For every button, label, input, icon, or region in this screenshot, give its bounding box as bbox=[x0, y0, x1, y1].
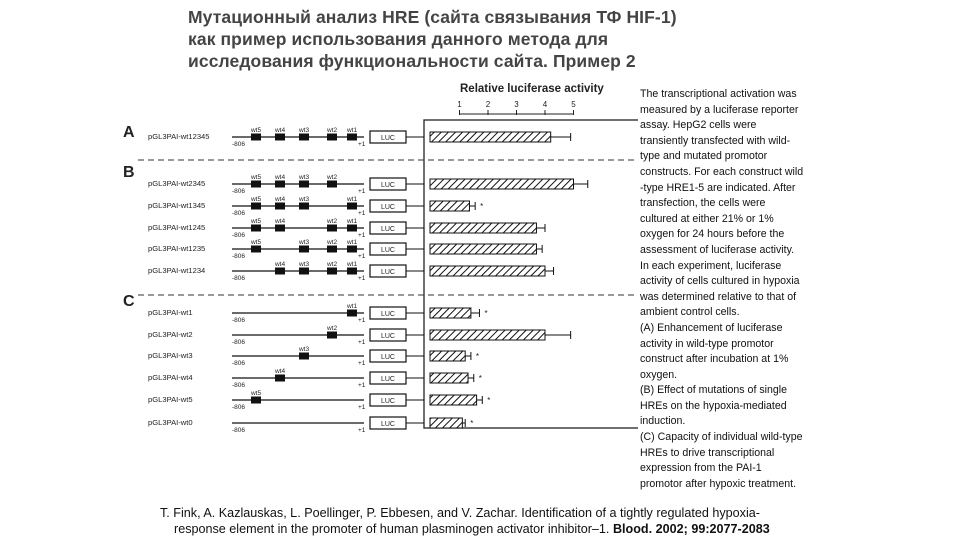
caption-line: transfection, the cells were bbox=[640, 197, 766, 210]
construct-name: pGL3PAI-wt1245 bbox=[148, 223, 206, 232]
hre-site-label: wt3 bbox=[298, 346, 310, 353]
citation-line-2-text: response element in the promoter of human plasminogen activator inhibitor–1. bbox=[174, 522, 613, 536]
caption-line: measured by a luciferase reporter bbox=[640, 103, 799, 116]
hre-site-box bbox=[251, 181, 261, 188]
hre-site-label: wt4 bbox=[274, 196, 286, 203]
construct-name: pGL3PAI-wt0 bbox=[148, 418, 193, 427]
hre-site-label: wt5 bbox=[250, 390, 262, 397]
title-line-2: как пример использования данного метода для bbox=[188, 29, 609, 49]
hre-site-label: wt2 bbox=[326, 261, 338, 268]
panel-letter: C bbox=[123, 293, 135, 310]
hre-site-box bbox=[251, 397, 261, 404]
construct-start-coordinate: -806 bbox=[232, 427, 246, 434]
construct-rows bbox=[123, 120, 638, 434]
caption-line: induction. bbox=[640, 415, 686, 428]
hre-site-box bbox=[327, 134, 337, 141]
luc-label: LUC bbox=[380, 204, 396, 211]
data-bar bbox=[430, 179, 574, 189]
construct-start-coordinate: -806 bbox=[232, 317, 246, 324]
axis-tick-label: 5 bbox=[571, 100, 576, 109]
hre-site-box bbox=[327, 332, 337, 339]
construct-end-coordinate: +1 bbox=[358, 232, 366, 239]
construct-end-coordinate: +1 bbox=[358, 253, 366, 260]
hre-site-label: wt3 bbox=[298, 174, 310, 181]
hre-site-label: wt2 bbox=[326, 218, 338, 225]
hre-site-label: wt4 bbox=[274, 174, 286, 181]
caption-line: (C) Capacity of individual wild-type bbox=[640, 431, 803, 444]
construct-name: pGL3PAI-wt4 bbox=[148, 373, 193, 382]
data-bar bbox=[430, 330, 545, 340]
construct-start-coordinate: -806 bbox=[232, 275, 246, 282]
hre-site-box bbox=[275, 375, 285, 382]
caption-line: -type HRE1-5 are indicated. After bbox=[640, 181, 796, 194]
construct-start-coordinate: -806 bbox=[232, 382, 246, 389]
hre-site-label: wt5 bbox=[250, 239, 262, 246]
hre-site-box bbox=[347, 310, 357, 317]
significance-marker: * bbox=[480, 202, 484, 211]
construct-end-coordinate: +1 bbox=[358, 317, 366, 324]
hre-site-label: wt3 bbox=[298, 261, 310, 268]
caption-line: transiently transfected with wild- bbox=[640, 134, 791, 147]
hre-site-label: wt1 bbox=[346, 239, 358, 246]
luc-label: LUC bbox=[380, 333, 396, 340]
data-bar bbox=[430, 244, 536, 254]
construct-name: pGL3PAI-wt2345 bbox=[148, 179, 206, 188]
hre-site-label: wt2 bbox=[326, 127, 338, 134]
luc-label: LUC bbox=[380, 311, 396, 318]
construct-name: pGL3PAI-wt2 bbox=[148, 330, 193, 339]
hre-site-label: wt4 bbox=[274, 218, 286, 225]
luc-label: LUC bbox=[380, 398, 396, 405]
construct-start-coordinate: -806 bbox=[232, 232, 246, 239]
hre-site-label: wt2 bbox=[326, 325, 338, 332]
construct-end-coordinate: +1 bbox=[358, 188, 366, 195]
construct-end-coordinate: +1 bbox=[358, 275, 366, 282]
construct-end-coordinate: +1 bbox=[358, 382, 366, 389]
caption-line: constructs. For each construct wild bbox=[640, 165, 804, 178]
data-bar bbox=[430, 373, 468, 383]
hre-site-box bbox=[347, 203, 357, 210]
caption-line: (A) Enhancement of luciferase bbox=[640, 321, 783, 334]
luc-label: LUC bbox=[380, 226, 396, 233]
hre-site-box bbox=[347, 268, 357, 275]
construct-end-coordinate: +1 bbox=[358, 210, 366, 217]
panel-letter: B bbox=[123, 164, 135, 181]
construct-name: pGL3PAI-wt12345 bbox=[148, 132, 210, 141]
luc-label: LUC bbox=[380, 421, 396, 428]
significance-marker: * bbox=[470, 419, 474, 428]
construct-start-coordinate: -806 bbox=[232, 404, 246, 411]
hre-site-box bbox=[327, 225, 337, 232]
hre-site-label: wt5 bbox=[250, 174, 262, 181]
construct-start-coordinate: -806 bbox=[232, 210, 246, 217]
caption-line: ambient control cells. bbox=[640, 306, 740, 319]
construct-end-coordinate: +1 bbox=[358, 339, 366, 346]
caption-line: HREs on the hypoxia-mediated bbox=[640, 399, 787, 412]
hre-site-box bbox=[251, 225, 261, 232]
data-bar bbox=[430, 223, 536, 233]
hre-site-box bbox=[299, 246, 309, 253]
construct-name: pGL3PAI-wt5 bbox=[148, 395, 193, 404]
construct-name: pGL3PAI-wt1 bbox=[148, 308, 193, 317]
caption-line: construct after incubation at 1% bbox=[640, 353, 789, 366]
hre-site-box bbox=[275, 268, 285, 275]
axis-tick-label: 4 bbox=[542, 100, 548, 109]
caption-line: HREs to drive transcriptional bbox=[640, 446, 775, 459]
caption-line: cultured at either 21% or 1% bbox=[640, 212, 774, 225]
hre-site-box bbox=[299, 353, 309, 360]
caption-line: In each experiment, luciferase bbox=[640, 259, 782, 272]
luc-label: LUC bbox=[380, 135, 396, 142]
hre-site-box bbox=[251, 134, 261, 141]
construct-start-coordinate: -806 bbox=[232, 360, 246, 367]
data-bar bbox=[430, 351, 465, 361]
construct-start-coordinate: -806 bbox=[232, 141, 246, 148]
caption-line: assessment of luciferase activity. bbox=[640, 243, 795, 256]
data-bar bbox=[430, 395, 477, 405]
hre-site-label: wt2 bbox=[326, 174, 338, 181]
hre-site-box bbox=[327, 268, 337, 275]
hre-site-box bbox=[299, 134, 309, 141]
caption-line: The transcriptional activation was bbox=[640, 88, 797, 100]
caption-line: activity in wild-type promotor bbox=[640, 337, 774, 350]
hre-site-label: wt1 bbox=[346, 196, 358, 203]
hre-site-box bbox=[299, 181, 309, 188]
hre-site-box bbox=[275, 134, 285, 141]
hre-site-label: wt1 bbox=[346, 303, 358, 310]
luc-label: LUC bbox=[380, 247, 396, 254]
hre-site-box bbox=[299, 268, 309, 275]
construct-start-coordinate: -806 bbox=[232, 339, 246, 346]
data-bar bbox=[430, 201, 469, 211]
caption-line: expression from the PAI-1 bbox=[640, 462, 762, 475]
caption-line: oxygen. bbox=[640, 368, 678, 381]
hre-site-label: wt4 bbox=[274, 127, 286, 134]
caption-line: promotor after hypoxic treatment. bbox=[640, 477, 797, 490]
luc-label: LUC bbox=[380, 376, 396, 383]
chart-title: Relative luciferase activity bbox=[460, 83, 604, 95]
hre-site-box bbox=[327, 181, 337, 188]
slide-title bbox=[188, 6, 788, 72]
hre-site-label: wt3 bbox=[298, 127, 310, 134]
hre-site-label: wt5 bbox=[250, 196, 262, 203]
value-axis bbox=[457, 100, 576, 115]
data-bar bbox=[430, 266, 545, 276]
luc-label: LUC bbox=[380, 354, 396, 361]
hre-site-label: wt3 bbox=[298, 196, 310, 203]
hre-site-box bbox=[251, 203, 261, 210]
hre-site-label: wt2 bbox=[326, 239, 338, 246]
construct-name: pGL3PAI-wt3 bbox=[148, 351, 193, 360]
caption-line: assay. HepG2 cells were bbox=[640, 119, 757, 132]
hre-site-label: wt1 bbox=[346, 261, 358, 268]
caption-line: oxygen for 24 hours before the bbox=[640, 228, 785, 241]
construct-start-coordinate: -806 bbox=[232, 253, 246, 260]
citation-line-1: T. Fink, A. Kazlauskas, L. Poellinger, P. Ebbesen, and V. Zachar. Identification of a tightly regulated hypoxia- bbox=[160, 506, 760, 520]
luciferase-figure bbox=[118, 80, 638, 440]
hre-site-label: wt4 bbox=[274, 261, 286, 268]
hre-site-label: wt5 bbox=[250, 127, 262, 134]
axis-tick-label: 2 bbox=[485, 100, 491, 109]
luc-label: LUC bbox=[380, 269, 396, 276]
caption-line: type and mutated promotor bbox=[640, 150, 768, 163]
hre-site-box bbox=[347, 225, 357, 232]
title-line-3: исследования функциональности сайта. Пример 2 bbox=[188, 51, 636, 71]
caption-line: (B) Effect of mutations of single bbox=[640, 384, 788, 397]
construct-end-coordinate: +1 bbox=[358, 404, 366, 411]
hre-site-label: wt3 bbox=[298, 239, 310, 246]
hre-site-box bbox=[251, 246, 261, 253]
citation-journal: Blood. 2002; 99:2077-2083 bbox=[612, 522, 770, 536]
construct-start-coordinate: -806 bbox=[232, 188, 246, 195]
hre-site-box bbox=[299, 203, 309, 210]
citation-line-2 bbox=[160, 521, 950, 537]
significance-marker: * bbox=[484, 309, 488, 318]
data-bar bbox=[430, 132, 551, 142]
hre-site-label: wt1 bbox=[346, 218, 358, 225]
significance-marker: * bbox=[475, 352, 480, 361]
hre-site-box bbox=[275, 225, 285, 232]
luc-label: LUC bbox=[380, 182, 396, 189]
hre-site-box bbox=[275, 203, 285, 210]
significance-marker: * bbox=[487, 396, 491, 405]
title-line-1: Мутационный анализ HRE (сайта связывания ТФ HIF-1) bbox=[188, 7, 677, 27]
hre-site-box bbox=[347, 246, 357, 253]
panel-letter: A bbox=[123, 124, 135, 141]
construct-end-coordinate: +1 bbox=[358, 141, 366, 148]
hre-site-box bbox=[275, 181, 285, 188]
caption-line: was determined relative to that of bbox=[640, 290, 797, 303]
caption-line: activity of cells cultured in hypoxia bbox=[640, 275, 800, 288]
construct-end-coordinate: +1 bbox=[358, 360, 366, 367]
construct-name: pGL3PAI-wt1345 bbox=[148, 201, 206, 210]
data-bar bbox=[430, 308, 471, 318]
hre-site-box bbox=[327, 246, 337, 253]
construct-end-coordinate: +1 bbox=[358, 427, 366, 434]
construct-name: pGL3PAI-wt1235 bbox=[148, 244, 206, 253]
construct-name: pGL3PAI-wt1234 bbox=[148, 266, 206, 275]
hre-site-box bbox=[347, 134, 357, 141]
significance-marker: * bbox=[478, 374, 482, 383]
citation bbox=[160, 505, 950, 537]
axis-tick-label: 3 bbox=[514, 100, 519, 109]
hre-site-label: wt5 bbox=[250, 218, 262, 225]
data-bar bbox=[430, 418, 462, 428]
hre-site-label: wt4 bbox=[274, 368, 286, 375]
axis-tick-label: 1 bbox=[457, 100, 462, 109]
hre-site-label: wt1 bbox=[346, 127, 358, 134]
figure-caption bbox=[640, 87, 845, 492]
